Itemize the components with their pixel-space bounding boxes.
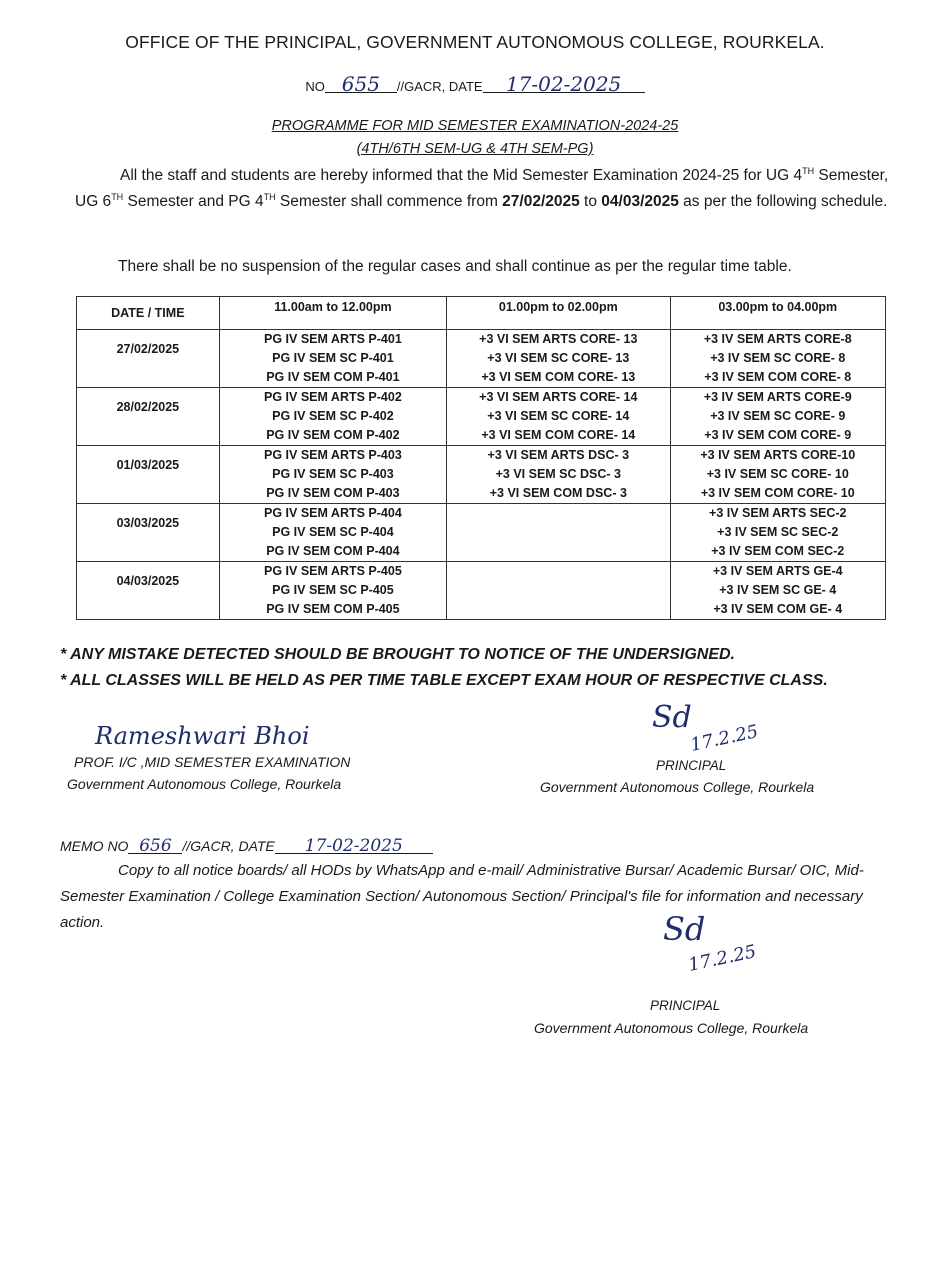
slot-1-cell: [219, 504, 446, 562]
slot-3-cell: [670, 330, 885, 388]
regular-classes-note: There shall be no suspension of the regular cases and shall continue as per the regular time table.: [118, 258, 792, 275]
paper-entry: PG IV SEM COM P-402: [266, 428, 400, 442]
memo-signature-institution: Government Autonomous College, Rourkela: [534, 1020, 809, 1036]
paper-entry: +3 VI SEM ARTS CORE- 14: [479, 390, 638, 404]
slot-2-cell: [447, 330, 670, 388]
header-slot-1: 11.00am to 12.00pm: [219, 297, 446, 330]
paper-entry: +3 IV SEM SC CORE- 10: [706, 467, 849, 481]
no-label: NO: [305, 79, 325, 94]
slot-2-cell: [447, 446, 670, 504]
exam-date-cell: 01/03/2025: [77, 446, 220, 504]
paper-entry: +3 IV SEM ARTS CORE-10: [700, 448, 856, 462]
slot-2-cell: [447, 562, 670, 620]
intro-paragraph: All the staff and students are hereby informed that the Mid Semester Examination 2024-25 for UG 4TH Semester, UG 6TH Semester and PG 4TH Semester shall commence from 27/02/2025 to 04/03/2025 as per the following schedule.: [75, 165, 889, 210]
paper-entry: PG IV SEM SC P-405: [272, 583, 394, 597]
paper-entry: PG IV SEM SC P-401: [272, 351, 394, 365]
table-row: [77, 388, 886, 446]
memo-number: 656: [128, 839, 182, 854]
paper-entry: PG IV SEM COM P-403: [266, 486, 400, 500]
paper-entry: PG IV SEM ARTS P-404: [264, 506, 402, 520]
paper-entry: +3 IV SEM ARTS CORE-8: [703, 332, 852, 346]
paper-entry: +3 IV SEM SC CORE- 9: [710, 409, 846, 423]
paper-entry: PG IV SEM COM P-405: [266, 602, 400, 616]
memo-signature-date: 17.2.25: [686, 941, 759, 976]
exam-date-cell: 04/03/2025: [77, 562, 220, 620]
paper-entry: +3 VI SEM COM DSC- 3: [489, 486, 627, 500]
paper-entry: +3 VI SEM SC CORE- 14: [487, 409, 630, 423]
office-title: OFFICE OF THE PRINCIPAL, GOVERNMENT AUTONOMOUS COLLEGE, ROURKELA.: [125, 32, 825, 52]
slot-1-cell: [219, 388, 446, 446]
header-slot-2: 01.00pm to 02.00pm: [447, 297, 670, 330]
slot-1-cell: [219, 562, 446, 620]
paper-entry: +3 IV SEM COM SEC-2: [711, 544, 845, 558]
slot-1-cell: [219, 446, 446, 504]
start-date: 27/02/2025: [502, 193, 580, 210]
paper-entry: +3 IV SEM SC CORE- 8: [710, 351, 846, 365]
slot-3-cell: [670, 504, 885, 562]
paper-entry: +3 VI SEM SC DSC- 3: [495, 467, 621, 481]
paper-entry: PG IV SEM ARTS P-402: [264, 390, 402, 404]
paper-entry: +3 VI SEM COM CORE- 14: [481, 428, 636, 442]
slot-2-cell: [447, 504, 670, 562]
paper-entry: PG IV SEM SC P-403: [272, 467, 394, 481]
paper-entry: PG IV SEM ARTS P-403: [264, 448, 402, 462]
signature-left-designation: PROF. I/C ,MID SEMESTER EXAMINATION: [74, 754, 351, 770]
paper-entry: +3 IV SEM COM CORE- 8: [704, 370, 852, 384]
slot-3-cell: [670, 562, 885, 620]
signature-right-designation: PRINCIPAL: [656, 758, 727, 773]
note-classes: * ALL CLASSES WILL BE HELD AS PER TIME TABLE EXCEPT EXAM HOUR OF RESPECTIVE CLASS.: [60, 672, 828, 689]
table-row: [77, 446, 886, 504]
paper-entry: PG IV SEM COM P-404: [266, 544, 400, 558]
reference-number: 655: [325, 76, 397, 93]
programme-subtitle: (4TH/6TH SEM-UG & 4TH SEM-PG): [356, 141, 594, 157]
table-header-row: [77, 297, 886, 330]
table-row: [77, 562, 886, 620]
paper-entry: +3 IV SEM ARTS SEC-2: [709, 506, 847, 520]
slot-3-cell: [670, 388, 885, 446]
paper-entry: [447, 600, 669, 619]
memo-signature-handwriting: Sd: [663, 910, 706, 948]
slot-1-cell: [219, 330, 446, 388]
signature-right-date: 17.2.25: [688, 721, 761, 756]
table-row: [77, 330, 886, 388]
paper-entry: [447, 542, 669, 561]
paper-entry: +3 IV SEM ARTS CORE-9: [703, 390, 852, 404]
exam-schedule-table: [76, 296, 886, 620]
exam-date-cell: 27/02/2025: [77, 330, 220, 388]
reference-line: [0, 72, 950, 96]
gacr-date-label: //GACR, DATE: [396, 79, 483, 94]
paper-entry: +3 IV SEM COM GE- 4: [713, 602, 843, 616]
paper-entry: PG IV SEM COM P-401: [266, 370, 400, 384]
paper-entry: [447, 562, 669, 581]
signature-left-institution: Government Autonomous College, Rourkela: [67, 776, 342, 792]
memo-date: 17-02-2025: [275, 839, 433, 854]
slot-3-cell: [670, 446, 885, 504]
paper-entry: +3 VI SEM SC CORE- 13: [487, 351, 630, 365]
paper-entry: [447, 504, 669, 523]
paper-entry: PG IV SEM ARTS P-401: [264, 332, 402, 346]
paper-entry: +3 IV SEM ARTS GE-4: [712, 564, 843, 578]
programme-title: PROGRAMME FOR MID SEMESTER EXAMINATION-2024-25: [271, 118, 679, 134]
paper-entry: PG IV SEM SC P-402: [272, 409, 394, 423]
signature-right-handwriting: Sd: [652, 700, 692, 735]
paper-entry: [447, 523, 669, 542]
paper-entry: +3 VI SEM ARTS DSC- 3: [487, 448, 630, 462]
memo-reference-line: [60, 838, 433, 854]
end-date: 04/03/2025: [601, 193, 679, 210]
memo-body: Copy to all notice boards/ all HODs by WhatsApp and e-mail/ Administrative Bursar/ Academic Bursar/ OIC, Mid-Semester Examination / College Examination Section/ Autonomous Section/ Principal's file for information and necessary action.: [60, 862, 864, 931]
header-date-time: DATE / TIME: [77, 297, 220, 330]
paper-entry: PG IV SEM ARTS P-405: [264, 564, 402, 578]
paper-entry: +3 IV SEM COM CORE- 9: [704, 428, 852, 442]
paper-entry: PG IV SEM SC P-404: [272, 525, 394, 539]
paper-entry: +3 IV SEM SC SEC-2: [717, 525, 839, 539]
paper-entry: +3 IV SEM COM CORE- 10: [700, 486, 855, 500]
signature-right-institution: Government Autonomous College, Rourkela: [540, 779, 815, 795]
paper-entry: +3 IV SEM SC GE- 4: [719, 583, 837, 597]
table-row: [77, 504, 886, 562]
memo-gacr-date-label: //GACR, DATE: [182, 838, 275, 854]
paper-entry: +3 VI SEM ARTS CORE- 13: [479, 332, 638, 346]
exam-date-cell: 03/03/2025: [77, 504, 220, 562]
header-slot-3: 03.00pm to 04.00pm: [670, 297, 885, 330]
paper-entry: [447, 581, 669, 600]
note-mistake: * ANY MISTAKE DETECTED SHOULD BE BROUGHT TO NOTICE OF THE UNDERSIGNED.: [60, 646, 735, 663]
exam-date-cell: 28/02/2025: [77, 388, 220, 446]
reference-date: 17-02-2025: [483, 76, 645, 93]
memo-label: MEMO NO: [60, 838, 129, 854]
memo-signature-designation: PRINCIPAL: [650, 998, 721, 1013]
signature-left-handwriting: Rameshwari Bhoi: [95, 722, 310, 750]
slot-2-cell: [447, 388, 670, 446]
paper-entry: +3 VI SEM COM CORE- 13: [481, 370, 636, 384]
